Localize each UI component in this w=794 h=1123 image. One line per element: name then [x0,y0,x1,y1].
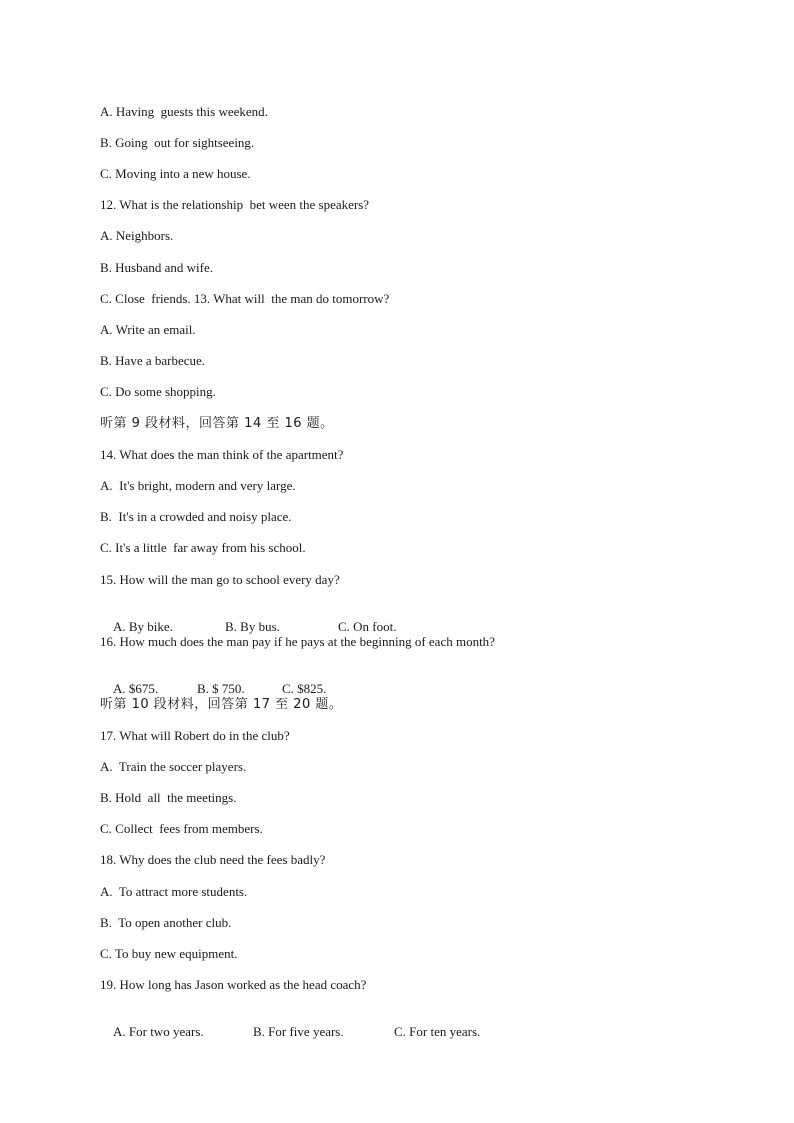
q18-option-c: C. To buy new equipment. [100,946,238,961]
q17-question: 17. What will Robert do in the club? [100,728,290,743]
q16-question: 16. How much does the man pay if he pays at the beginning of each month? [100,634,495,649]
q16-option-b: B. $ 750. [197,681,245,696]
q12-option-b: B. Husband and wife. [100,260,214,275]
q11-option-c: C. Moving into a new house. [100,166,251,181]
q13-option-b: B. Have a barbecue. [100,353,206,368]
q17-option-c: C. Collect fees from members. [100,821,263,836]
q14-option-c: C. It's a little far away from his school. [100,540,306,555]
q15-option-c: C. On foot. [338,619,397,634]
q18-option-b: B. To open another club. [100,915,232,930]
q18-question: 18. Why does the club need the fees badly? [100,852,326,867]
q11-option-b: B. Going out for sightseeing. [100,135,255,150]
section-10-instruction: 听第 10 段材料，回答第 17 至 20 题。 [100,697,343,712]
q11-option-a: A. Having guests this weekend. [100,104,268,119]
q19-option-b: B. For five years. [253,1024,344,1039]
q15-question: 15. How will the man go to school every day? [100,572,340,587]
q14-option-a: A. It's bright, modern and very large. [100,478,296,493]
q13-option-c: C. Do some shopping. [100,384,216,399]
q14-question: 14. What does the man think of the apartment? [100,447,344,462]
q16-option-a: A. $675. [113,681,159,696]
q17-option-b: B. Hold all the meetings. [100,790,237,805]
q15-option-a: A. By bike. [113,619,173,634]
q17-option-a: A. Train the soccer players. [100,759,247,774]
q12-option-a: A. Neighbors. [100,228,174,243]
q19-question: 19. How long has Jason worked as the head coach? [100,977,367,992]
q19-option-c: C. For ten years. [394,1024,481,1039]
section-9-instruction: 听第 9 段材料，回答第 14 至 16 题。 [100,416,334,431]
q12-question: 12. What is the relationship bet ween the speakers? [100,197,370,212]
q19-options [100,1008,480,1056]
q14-option-b: B. It's in a crowded and noisy place. [100,509,292,524]
q16-option-c: C. $825. [282,681,327,696]
q19-option-a: A. For two years. [113,1024,204,1039]
q15-option-b: B. By bus. [225,619,280,634]
q18-option-a: A. To attract more students. [100,884,248,899]
q13-option-a: A. Write an email. [100,322,196,337]
q12-option-c-and-q13: C. Close friends. 13. What will the man do tomorrow? [100,291,390,306]
